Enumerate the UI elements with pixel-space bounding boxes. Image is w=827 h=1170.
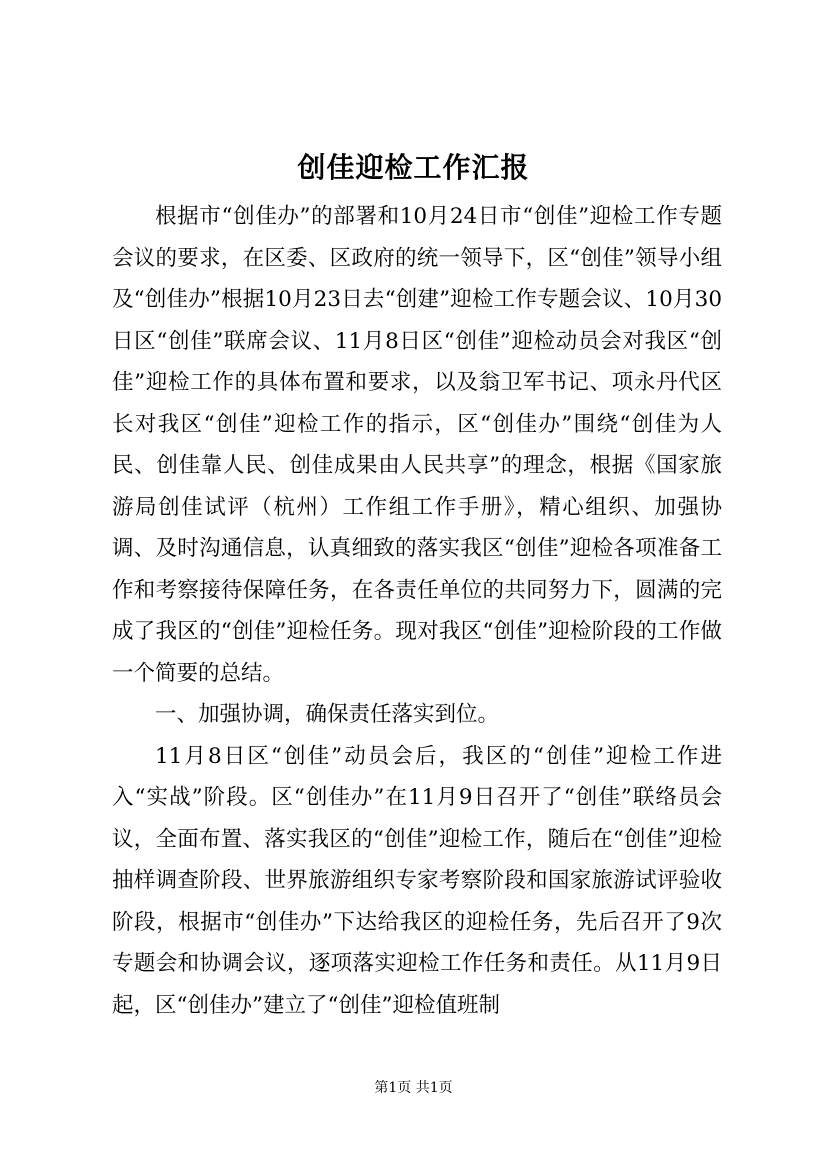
document-body — [112, 196, 722, 1026]
paragraph-section-1: 11月8日区“创佳”动员会后，我区的“创佳”迎检工作进入“实战”阶段。区“创佳办”在11月9日召开了“创佳”联络员会议，全面布置、落实我区的“创佳”迎检工作，随后在“创佳”迎检抽样调查阶段、世界旅游组织专家考察阶段和国家旅游试评验收阶段，根据市“创佳办”下达给我区的迎检任务，先后召开了9次专题会和协调会议，逐项落实迎检工作任务和责任。从11月9日起，区“创佳办”建立了“创佳”迎检值班制 — [112, 743, 722, 1018]
page-footer: 第1页 共1页 — [374, 1080, 453, 1096]
document-title: 创佳迎检工作汇报 — [297, 151, 530, 184]
paragraph-intro: 根据市“创佳办”的部署和10月24日市“创佳”迎检工作专题会议的要求，在区委、区政府的统一领导下，区“创佳”领导小组及“创佳办”根据10月23日去“创建”迎检工作专题会议、10月30日区“创佳”联席会议、11月8日区“创佳”迎检动员会对我区“创佳”迎检工作的具体布置和要求，以及翁卫军书记、项永丹代区长对我区“创佳”迎检工作的指示，区“创佳办”围绕“创佳为人民、创佳靠人民、创佳成果由人民共享”的理念，根据《国家旅游局创佳试评（杭州）工作组工作手册》，精心组织、加强协调、及时沟通信息，认真细致的落实我区“创佳”迎检各项准备工作和考察接待保障任务，在各责任单位的共同努力下，圆满的完成了我区的“创佳”迎检任务。现对我区“创佳”迎检阶段的工作做一个简要的总结。 — [112, 204, 722, 686]
section-heading-1: 一、加强协调，确保责任落实到位。 — [155, 702, 500, 727]
